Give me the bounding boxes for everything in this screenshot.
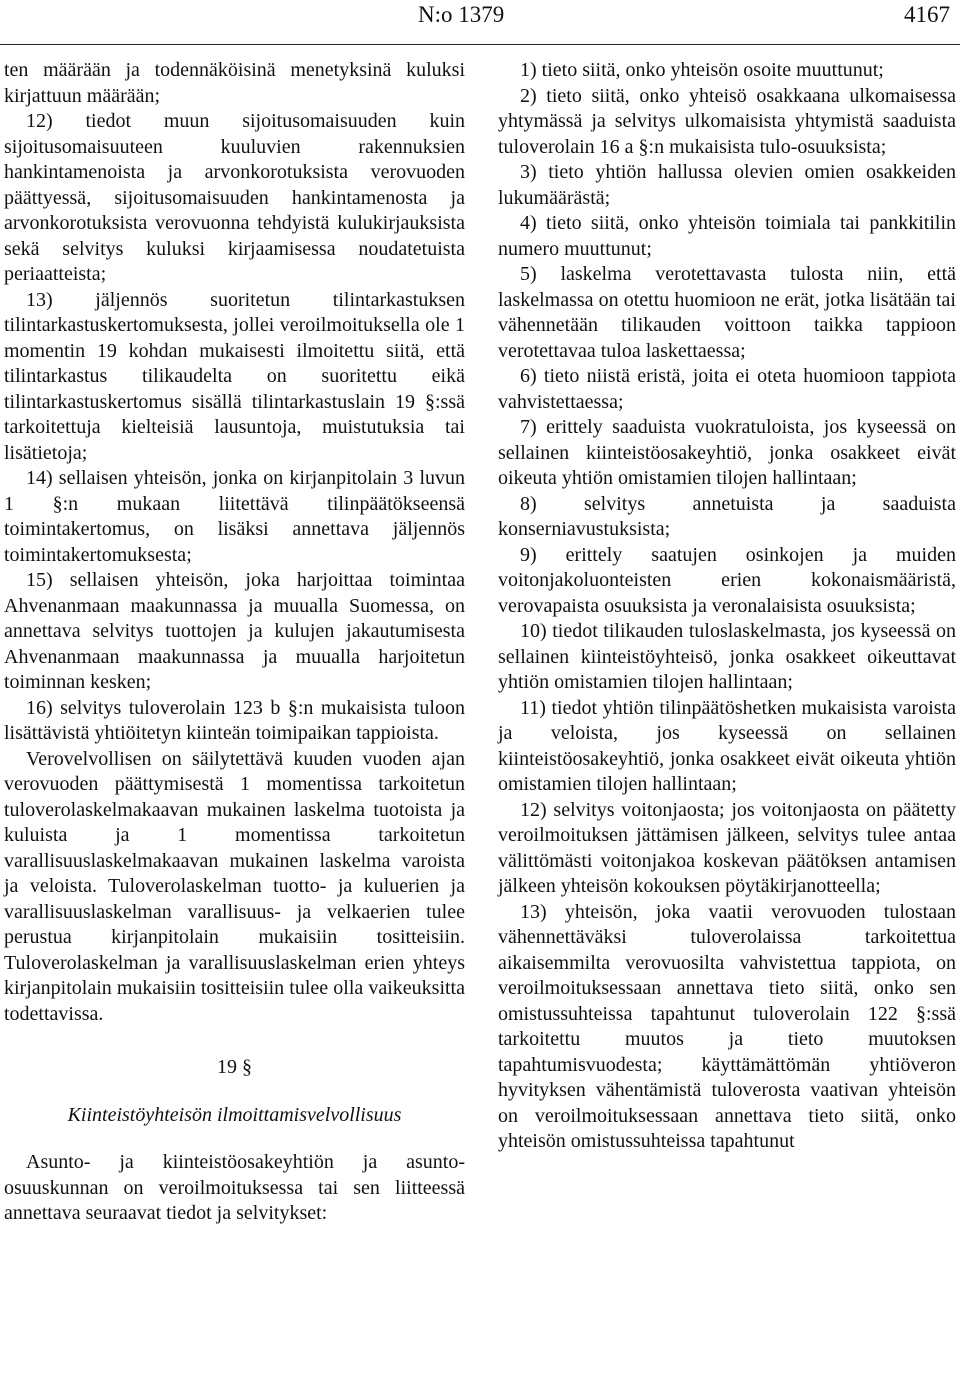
issue-number: N:o 1379 [418, 2, 505, 27]
list-item: 4) tieto siitä, onko yhteisön toimiala tai pankkitilin numero muuttunut; [498, 212, 956, 260]
paragraph: Verovelvollisen on säilytettävä kuuden vuoden ajan verovuoden päättymisestä 1 momentissa tarkoitetun tuloverolaskelmakaavan mukainen laskelma tuotoista ja kuluista ja 1 momentissa tarkoitetun varallisuuslaskelmakaavan mukainen laskelma varoista ja veloista. Tuloverolaskelman tuotto- ja kuluerien ja varallisuuslaskelman varallisuus- ja velkaerien tulee perustua kirjanpitolain mukaisiin tositteisiin. Tuloverolaskelman ja varallisuuslaskelman erien yhteys kirjanpitolain mukaisiin tositteisiin tulee olla vaikeuksitta todettavissa. [4, 747, 465, 1025]
paragraph: 14) sellaisen yhteisön, jonka on kirjanpitolain 3 luvun 1 §:n mukaan liitettävä tilinpäätökseensä toimintakertomus, on lisäksi annettava jäljennös toimintakertomuksesta; [4, 467, 465, 566]
list-item: 3) tieto yhtiön hallussa olevien omien osakkeiden lukumäärästä; [498, 161, 956, 209]
section-intro: Asunto- ja kiinteistöosakeyhtiön ja asunto-osuuskunnan on veroilmoituksessa tai sen liitteessä annettava seuraavat tiedot ja selvitykset: [4, 1151, 465, 1224]
list-item: 10) tiedot tilikauden tuloslaskelmasta, jos kyseessä on sellainen kiinteistöyhteisö, jonka osakkeet oikeuttavat yhtiön omistamien tilojen hallintaan; [498, 620, 956, 693]
paragraph: 16) selvitys tuloverolain 123 b §:n mukaisista tuloon lisättävistä yhtiöitetyn kiinteän toimipaikan tappioista. [4, 696, 465, 744]
list-item: 6) tieto niistä eristä, joita ei oteta huomioon tappiota vahvistettaessa; [498, 365, 956, 413]
list-item: 13) yhteisön, joka vaatii verovuoden tulostaan vähennettäväksi tuloverolaissa tarkoitettua aikaisemmilta verovuosilta vahvistettua tappiota, on veroilmoituksessaan annettava tieto siitä, onko sen omistussuhteissa tapahtunut tuloverolain 122 §:ssä tarkoitettu muutos ja tieto muutoksen tapahtumisvuodesta; käyttämättömän yhtiöveron hyvityksen vähentämistä tuloverosta vaativan yhteisön on veroilmoituksessaan annettava tieto siitä, onko yhteisön omistussuhteissa tapahtunut [498, 900, 956, 1152]
list-item: 7) erittely saaduista vuokratuloista, jos kyseessä on sellainen kiinteistöosakeyhtiö, jonka osakkeet eivät oikeuta yhtiön omistamien tilojen hallintaan; [498, 416, 956, 489]
paragraph: ten määrään ja todennäköisinä menetyksinä kuluksi kirjattuun määrään; [4, 59, 465, 107]
list-item: 12) selvitys voitonjaosta; jos voitonjaosta on päätetty veroilmoituksen jättämisen jälkeen, selvitys tulee antaa välittömästi voitonjakoa koskevan päätöksen antamisen jälkeen yhteisön kokouksen pöytäkirjanotteella; [498, 798, 956, 897]
section-title: Kiinteistöyhteisön ilmoittamisvelvollisuus [67, 1103, 402, 1126]
left-column [4, 58, 465, 1227]
list-item: 9) erittely saatujen osinkojen ja muiden voitonjakoluonteisten erien kokonaismääristä, verovapaista osuuksista ja veronalaisista osuuksista; [498, 543, 956, 617]
right-column [498, 58, 956, 1155]
list-item: 8) selvitys annetuista ja saaduista konserniavustuksista; [498, 492, 956, 540]
section-number: 19 § [217, 1056, 252, 1078]
list-item: 2) tieto siitä, onko yhteisö osakkaana ulkomaisessa yhtymässä ja selvitys ulkomaisista yhtymistä saaduista tuloverolain 16 a §:n mukaisista tulo-osuuksista; [498, 84, 956, 158]
page-header [0, 0, 960, 46]
header-rule [0, 44, 960, 45]
paragraph: 12) tiedot muun sijoitusomaisuuden kuin sijoitusomaisuuteen kuuluvien rakennuksien hankintamenoista ja arvonkorotuksista verovuoden päättyessä, sijoitusomaisuuden hankintamenosta ja arvonkorotuksista verovuonna tehdyistä kulukirjauksista sekä selvitys kuluksi kirjaamisessa noudatetuista periaatteista; [4, 110, 465, 285]
list-item: 5) laskelma verotettavasta tulosta niin, että laskelmassa on otettu huomioon ne erät, jotka lisätään tai vähennetään tilikauden voittoon taikka tappioon verotettavaa tuloa laskettaessa; [498, 263, 956, 362]
list-item: 1) tieto siitä, onko yhteisön osoite muuttunut; [520, 59, 884, 81]
page-number: 4167 [904, 2, 950, 27]
list-item: 11) tiedot yhtiön tilinpäätöshetken mukaisista varoista ja veloista, jos kyseessä on sellainen kiinteistöosakeyhtiö, jonka osakkeet eivät oikeuta yhtiön omistamien tilojen hallintaan; [498, 696, 956, 795]
paragraph: 13) jäljennös suoritetun tilintarkastuksen tilintarkastuskertomuksesta, jollei veroilmoituksella ole 1 momentin 19 kohdan mukaisesti ilmoitettu siitä, että tilintarkastus tilikaudelta on suoritettu eikä tilintarkastuskertomus sisällä tilintarkastuslain 19 §:ssä tarkoitettuja kielteisiä lausuntoja, muistutuksia tai lisätietoja; [4, 288, 465, 464]
paragraph: 15) sellaisen yhteisön, joka harjoittaa toimintaa Ahvenanmaan maakunnassa ja muualla Suomessa, on annettava selvitys tuottojen ja kulujen jakautumisesta Ahvenanmaan maakunnassa ja muualla harjoitetun toiminnan kesken; [4, 569, 465, 693]
